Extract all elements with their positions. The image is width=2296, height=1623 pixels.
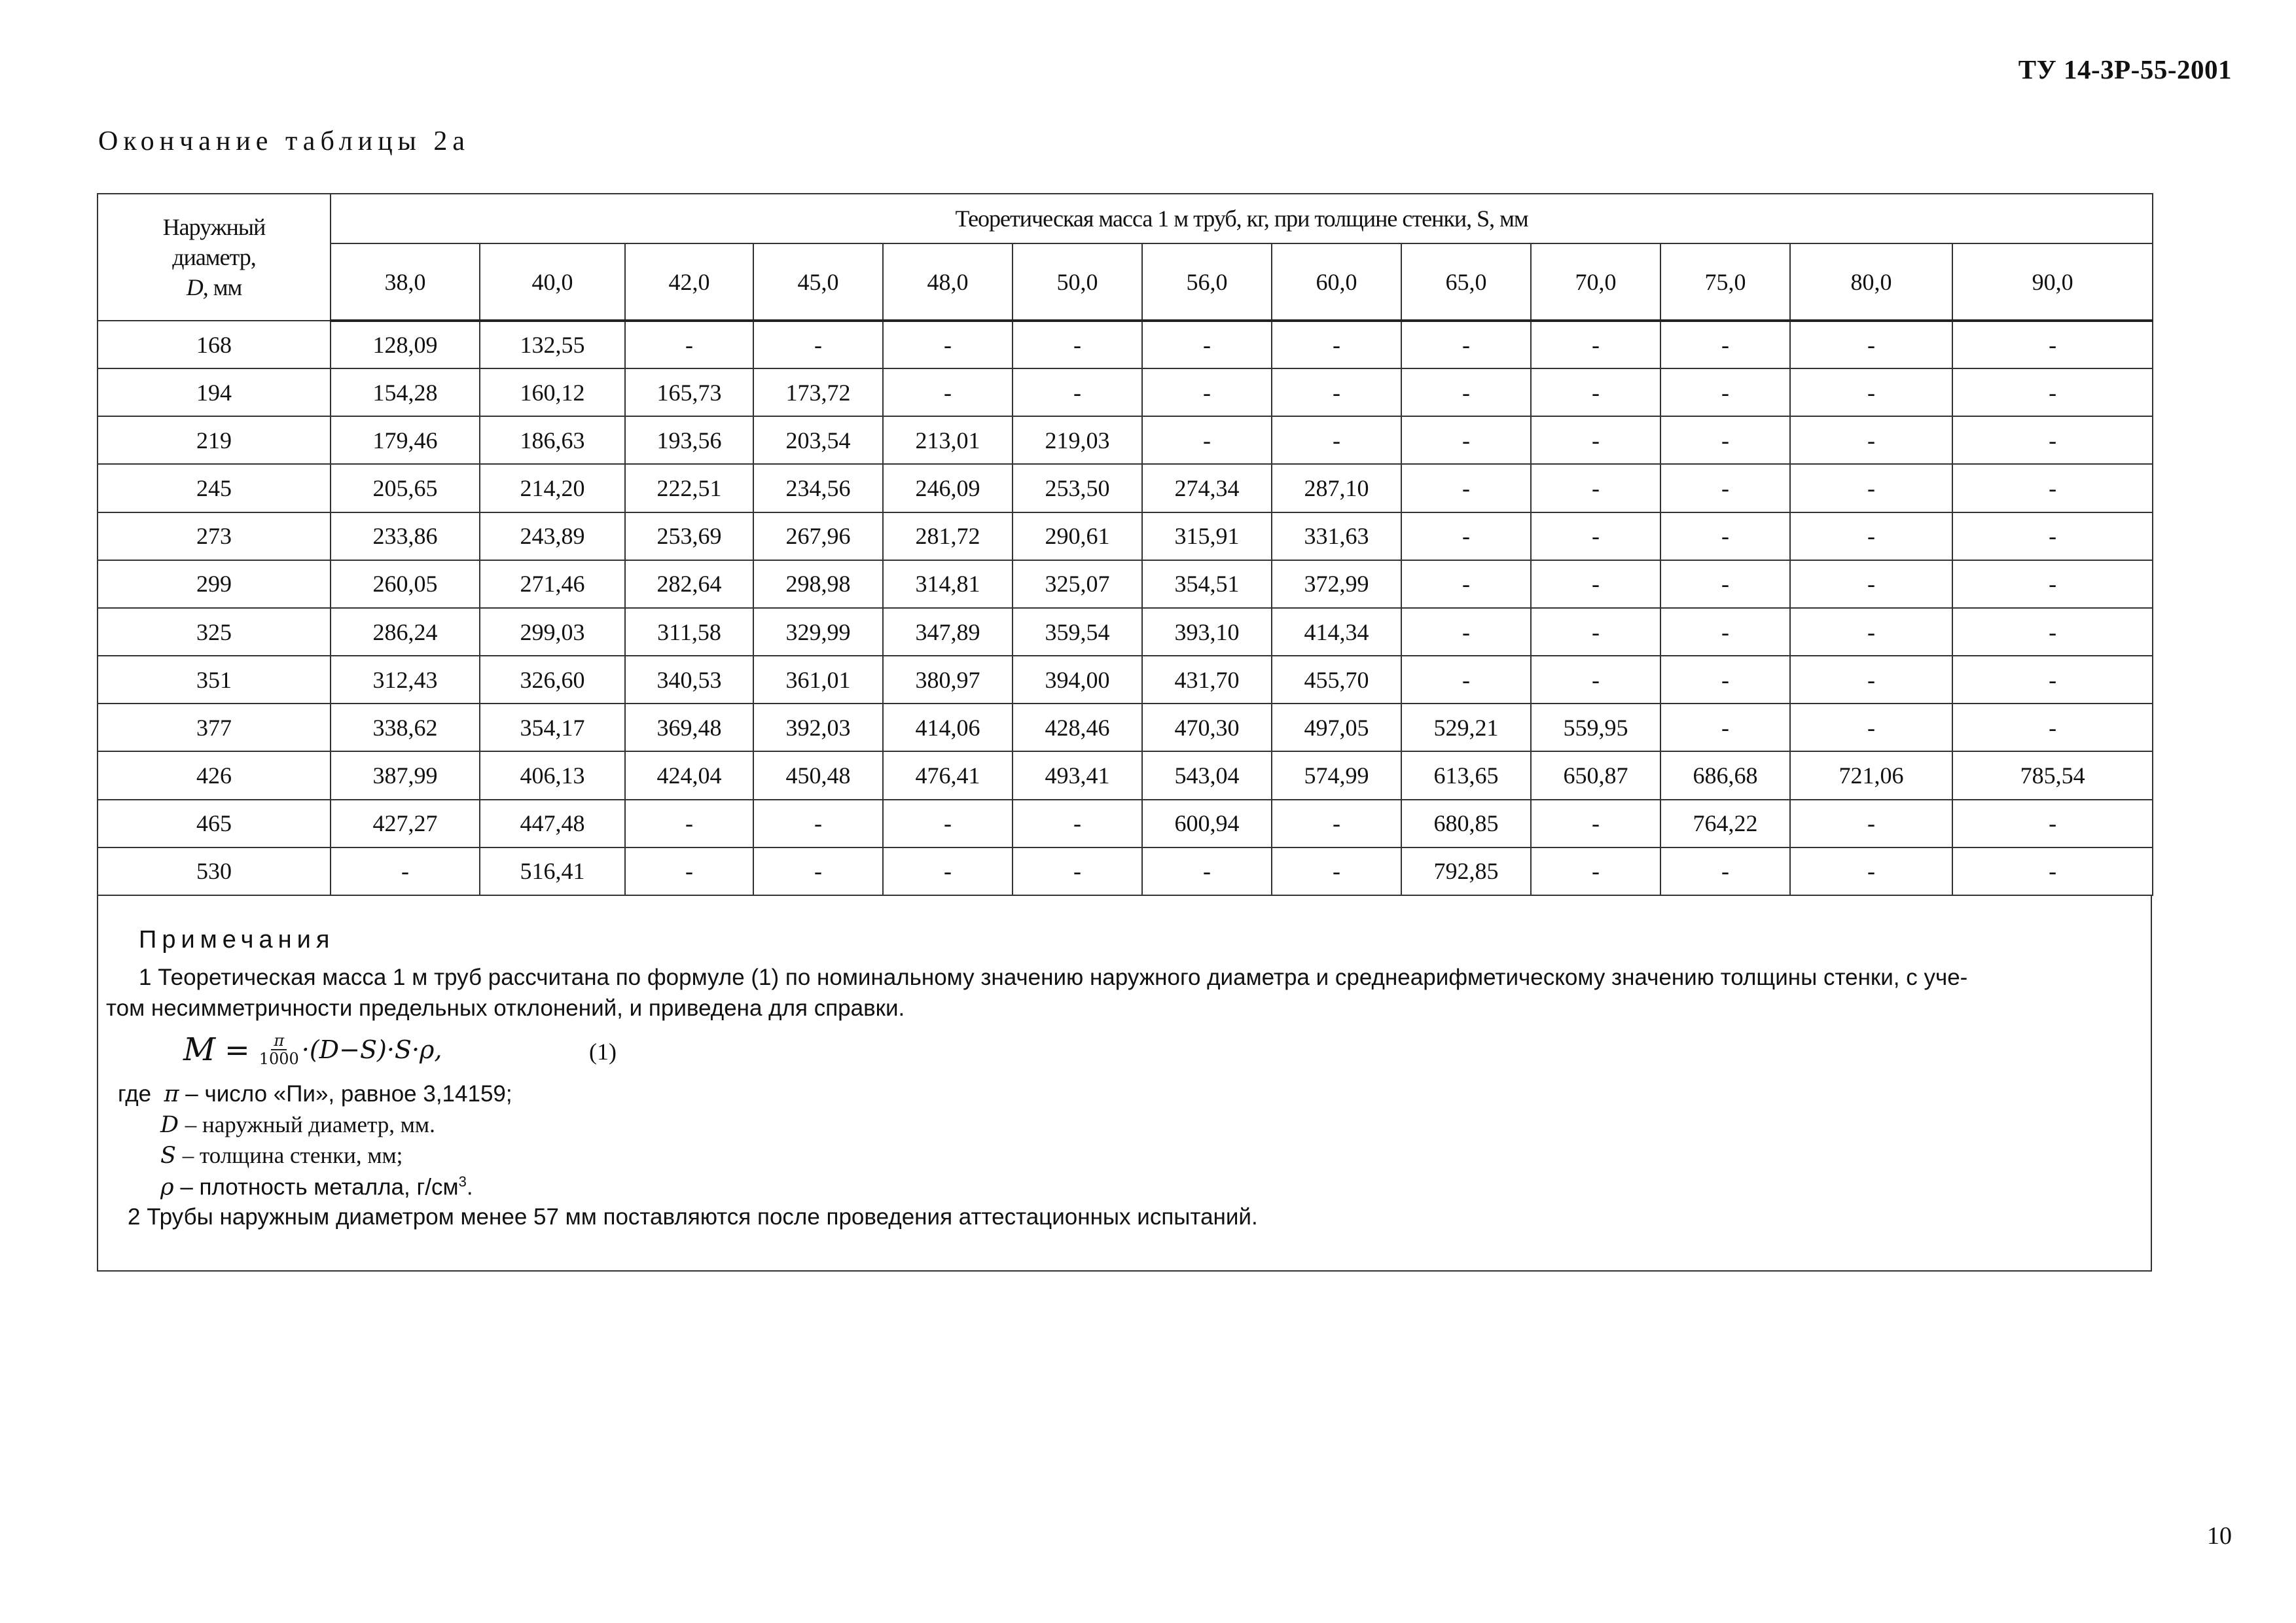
diameter-cell: 351 xyxy=(98,656,331,704)
mass-cell: 764,22 xyxy=(1660,800,1790,847)
mass-cell: 326,60 xyxy=(480,656,625,704)
thickness-column-header: 80,0 xyxy=(1790,243,1952,321)
mass-cell: 393,10 xyxy=(1142,608,1272,656)
notes-title: Примечания xyxy=(139,926,335,954)
note1-line2: том несимметричности предельных отклонений, и приведена для справки. xyxy=(106,995,905,1021)
pi-description: – число «Пи», равное 3,14159; xyxy=(185,1081,512,1107)
mass-cell: 205,65 xyxy=(331,464,480,512)
formula-rest: ·(D−S)·S·ρ, xyxy=(301,1035,442,1064)
mass-cell: 193,56 xyxy=(625,416,753,464)
mass-cell: - xyxy=(1401,368,1531,416)
thickness-column-header: 45,0 xyxy=(753,243,883,321)
mass-formula xyxy=(183,1029,442,1071)
mass-cell: - xyxy=(1660,512,1790,560)
mass-cell: - xyxy=(1401,416,1531,464)
mass-cell: 424,04 xyxy=(625,751,753,799)
mass-cell: - xyxy=(1272,800,1401,847)
mass-cell: 179,46 xyxy=(331,416,480,464)
mass-cell: - xyxy=(1531,656,1660,704)
where-d-line xyxy=(160,1112,435,1138)
mass-cell: 267,96 xyxy=(753,512,883,560)
table-row xyxy=(98,368,2153,416)
mass-cell: 450,48 xyxy=(753,751,883,799)
mass-cell: - xyxy=(1401,512,1531,560)
diameter-cell: 465 xyxy=(98,800,331,847)
mass-cell: 314,81 xyxy=(883,560,1013,608)
mass-cell: 246,09 xyxy=(883,464,1013,512)
mass-cell: - xyxy=(1013,321,1142,368)
formula-number: (1) xyxy=(589,1039,617,1065)
thickness-column-header: 38,0 xyxy=(331,243,480,321)
mass-cell: - xyxy=(1952,321,2153,368)
mass-cell: - xyxy=(625,847,753,895)
mass-cell: 414,34 xyxy=(1272,608,1401,656)
mass-cell: 354,51 xyxy=(1142,560,1272,608)
mass-cell: - xyxy=(1531,368,1660,416)
where-prefix: где xyxy=(118,1081,152,1107)
mass-cell: 311,58 xyxy=(625,608,753,656)
diameter-header-line1: Наружный xyxy=(162,214,266,240)
mass-cell: 340,53 xyxy=(625,656,753,704)
diameter-cell: 530 xyxy=(98,847,331,895)
mass-cell: 369,48 xyxy=(625,704,753,751)
diameter-cell: 245 xyxy=(98,464,331,512)
mass-cell: 387,99 xyxy=(331,751,480,799)
mass-cell: - xyxy=(1401,560,1531,608)
mass-cell: 543,04 xyxy=(1142,751,1272,799)
mass-cell: 574,99 xyxy=(1272,751,1401,799)
mass-cell: 347,89 xyxy=(883,608,1013,656)
mass-cell: - xyxy=(1272,847,1401,895)
table-row xyxy=(98,560,2153,608)
mass-cell: 128,09 xyxy=(331,321,480,368)
mass-cell: - xyxy=(1660,416,1790,464)
mass-cell: - xyxy=(1952,464,2153,512)
mass-cell: 529,21 xyxy=(1401,704,1531,751)
mass-cell: 299,03 xyxy=(480,608,625,656)
mass-cell: - xyxy=(883,800,1013,847)
mass-cell: 414,06 xyxy=(883,704,1013,751)
mass-cell: - xyxy=(1790,321,1952,368)
mass-cell: - xyxy=(1531,560,1660,608)
formula-equals: = xyxy=(224,1032,250,1067)
mass-cell: - xyxy=(1790,416,1952,464)
document-code: ТУ 14-3Р-55-2001 xyxy=(2018,54,2232,84)
mass-cell: - xyxy=(625,321,753,368)
mass-cell: - xyxy=(883,321,1013,368)
mass-cell: 219,03 xyxy=(1013,416,1142,464)
mass-cell: 213,01 xyxy=(883,416,1013,464)
thickness-column-header: 70,0 xyxy=(1531,243,1660,321)
table-row xyxy=(98,608,2153,656)
mass-cell: 354,17 xyxy=(480,704,625,751)
formula-lhs: M xyxy=(183,1031,216,1068)
thickness-column-header: 42,0 xyxy=(625,243,753,321)
rho-end: . xyxy=(466,1174,473,1200)
rho-description: – плотность металла, г/см xyxy=(180,1174,459,1200)
mass-cell: 173,72 xyxy=(753,368,883,416)
mass-cell: 271,46 xyxy=(480,560,625,608)
mass-cell: - xyxy=(1531,416,1660,464)
mass-cell: 233,86 xyxy=(331,512,480,560)
mass-cell: - xyxy=(1660,608,1790,656)
mass-cell: - xyxy=(1401,464,1531,512)
mass-cell: - xyxy=(1531,800,1660,847)
mass-group-header: Теоретическая масса 1 м труб, кг, при толщине стенки, S, мм xyxy=(331,194,2153,243)
mass-cell: 380,97 xyxy=(883,656,1013,704)
mass-cell: - xyxy=(1013,847,1142,895)
mass-cell: 298,98 xyxy=(753,560,883,608)
fraction-numerator: π xyxy=(271,1032,287,1050)
mass-cell: - xyxy=(1142,416,1272,464)
mass-cell: 392,03 xyxy=(753,704,883,751)
mass-cell: 476,41 xyxy=(883,751,1013,799)
mass-cell: 315,91 xyxy=(1142,512,1272,560)
fraction-denominator: 1000 xyxy=(259,1050,299,1068)
thickness-column-header: 65,0 xyxy=(1401,243,1531,321)
mass-cell: - xyxy=(1790,608,1952,656)
mass-cell: - xyxy=(883,847,1013,895)
diameter-cell: 273 xyxy=(98,512,331,560)
mass-cell: - xyxy=(1660,560,1790,608)
mass-cell: 470,30 xyxy=(1142,704,1272,751)
mass-cell: - xyxy=(1790,368,1952,416)
mass-cell: - xyxy=(1660,656,1790,704)
note2-line: 2 Трубы наружным диаметром менее 57 мм поставляются после проведения аттестационных испытаний. xyxy=(128,1204,1258,1230)
mass-cell: - xyxy=(1013,800,1142,847)
mass-cell: - xyxy=(1142,321,1272,368)
table-caption: Окончание таблицы 2а xyxy=(98,126,471,156)
page-number: 10 xyxy=(2207,1522,2232,1550)
table-row xyxy=(98,656,2153,704)
rho-symbol: ρ xyxy=(160,1174,174,1201)
where-s-line xyxy=(160,1143,403,1169)
mass-cell: - xyxy=(1790,800,1952,847)
mass-cell: 312,43 xyxy=(331,656,480,704)
table-row xyxy=(98,847,2153,895)
mass-cell: - xyxy=(1790,464,1952,512)
table-row xyxy=(98,512,2153,560)
mass-cell: 559,95 xyxy=(1531,704,1660,751)
mass-cell: - xyxy=(1401,656,1531,704)
mass-cell: - xyxy=(1401,321,1531,368)
mass-cell: - xyxy=(1660,464,1790,512)
mass-cell: 361,01 xyxy=(753,656,883,704)
d-description: – наружный диаметр, мм. xyxy=(185,1112,435,1137)
mass-cell: - xyxy=(1952,800,2153,847)
table-row xyxy=(98,751,2153,799)
mass-cell: 290,61 xyxy=(1013,512,1142,560)
mass-cell: 613,65 xyxy=(1401,751,1531,799)
mass-cell: 222,51 xyxy=(625,464,753,512)
mass-cell: 428,46 xyxy=(1013,704,1142,751)
mass-cell: - xyxy=(1531,608,1660,656)
thickness-column-header: 48,0 xyxy=(883,243,1013,321)
notes-box xyxy=(97,896,2152,1272)
diameter-header-line2: диаметр, xyxy=(172,244,256,270)
mass-cell: - xyxy=(1790,656,1952,704)
mass-cell: 132,55 xyxy=(480,321,625,368)
mass-cell: - xyxy=(331,847,480,895)
mass-cell: - xyxy=(753,321,883,368)
mass-cell: - xyxy=(1952,704,2153,751)
diameter-cell: 325 xyxy=(98,608,331,656)
diameter-column-header xyxy=(98,194,331,321)
mass-cell: - xyxy=(1790,512,1952,560)
diameter-header-line3 xyxy=(98,272,330,302)
mass-cell: - xyxy=(1952,656,2153,704)
s-symbol: S xyxy=(160,1143,176,1169)
formula-fraction xyxy=(259,1032,299,1067)
mass-cell: 455,70 xyxy=(1272,656,1401,704)
mass-cell: 154,28 xyxy=(331,368,480,416)
mass-cell: - xyxy=(753,847,883,895)
thickness-column-header: 75,0 xyxy=(1660,243,1790,321)
mass-cell: - xyxy=(883,368,1013,416)
mass-cell: - xyxy=(1952,512,2153,560)
mass-cell: 338,62 xyxy=(331,704,480,751)
mass-cell: 394,00 xyxy=(1013,656,1142,704)
mass-cell: 721,06 xyxy=(1790,751,1952,799)
mass-cell: 160,12 xyxy=(480,368,625,416)
diameter-cell: 194 xyxy=(98,368,331,416)
thickness-column-header: 56,0 xyxy=(1142,243,1272,321)
diameter-cell: 299 xyxy=(98,560,331,608)
mass-cell: - xyxy=(1790,847,1952,895)
mass-cell: 372,99 xyxy=(1272,560,1401,608)
mass-cell: - xyxy=(1531,847,1660,895)
mass-cell: 331,63 xyxy=(1272,512,1401,560)
mass-cell: 325,07 xyxy=(1013,560,1142,608)
mass-cell: 253,50 xyxy=(1013,464,1142,512)
thickness-header-row xyxy=(98,243,2153,321)
diameter-cell: 426 xyxy=(98,751,331,799)
mass-cell: 186,63 xyxy=(480,416,625,464)
table-row xyxy=(98,464,2153,512)
thickness-column-header: 90,0 xyxy=(1952,243,2153,321)
diameter-cell: 219 xyxy=(98,416,331,464)
mass-cell: - xyxy=(1531,464,1660,512)
thickness-column-header: 40,0 xyxy=(480,243,625,321)
where-pi-line xyxy=(118,1081,512,1107)
mass-cell: - xyxy=(1660,321,1790,368)
mass-cell: - xyxy=(1952,368,2153,416)
where-rho-line xyxy=(160,1173,473,1201)
mass-cell: 214,20 xyxy=(480,464,625,512)
mass-cell: - xyxy=(1142,847,1272,895)
mass-cell: - xyxy=(1660,847,1790,895)
mass-cell: - xyxy=(1401,608,1531,656)
table-row xyxy=(98,321,2153,368)
note1-line1: 1 Теоретическая масса 1 м труб рассчитана по формуле (1) по номинальному значению наружного диаметра и среднеарифметическому значению толщины стенки, с уче- xyxy=(139,965,1968,990)
mass-cell: 493,41 xyxy=(1013,751,1142,799)
mass-cell: 286,24 xyxy=(331,608,480,656)
mass-cell: - xyxy=(1952,560,2153,608)
thickness-column-header: 60,0 xyxy=(1272,243,1401,321)
table-row xyxy=(98,800,2153,847)
mass-cell: 792,85 xyxy=(1401,847,1531,895)
table-body xyxy=(98,321,2153,895)
d-symbol: D xyxy=(160,1112,179,1138)
diameter-unit: мм xyxy=(213,274,242,300)
mass-cell: 516,41 xyxy=(480,847,625,895)
mass-cell: 282,64 xyxy=(625,560,753,608)
pi-symbol: π xyxy=(164,1081,179,1107)
mass-cell: 359,54 xyxy=(1013,608,1142,656)
diameter-cell: 377 xyxy=(98,704,331,751)
mass-cell: - xyxy=(625,800,753,847)
mass-cell: 243,89 xyxy=(480,512,625,560)
table-row xyxy=(98,704,2153,751)
mass-cell: 253,69 xyxy=(625,512,753,560)
mass-cell: - xyxy=(753,800,883,847)
mass-cell: 447,48 xyxy=(480,800,625,847)
mass-cell: - xyxy=(1142,368,1272,416)
mass-cell: - xyxy=(1952,416,2153,464)
mass-cell: - xyxy=(1272,368,1401,416)
mass-cell: 274,34 xyxy=(1142,464,1272,512)
mass-cell: 287,10 xyxy=(1272,464,1401,512)
mass-cell: 281,72 xyxy=(883,512,1013,560)
mass-cell: - xyxy=(1952,847,2153,895)
mass-cell: - xyxy=(1790,560,1952,608)
mass-cell: 260,05 xyxy=(331,560,480,608)
mass-cell: 406,13 xyxy=(480,751,625,799)
rho-unit-superscript: 3 xyxy=(458,1173,467,1190)
mass-cell: 234,56 xyxy=(753,464,883,512)
mass-cell: - xyxy=(1952,608,2153,656)
mass-cell: 785,54 xyxy=(1952,751,2153,799)
mass-cell: 650,87 xyxy=(1531,751,1660,799)
mass-cell: - xyxy=(1660,368,1790,416)
mass-cell: - xyxy=(1013,368,1142,416)
mass-cell: - xyxy=(1272,416,1401,464)
mass-cell: 431,70 xyxy=(1142,656,1272,704)
mass-cell: 427,27 xyxy=(331,800,480,847)
mass-cell: - xyxy=(1531,512,1660,560)
mass-cell: 680,85 xyxy=(1401,800,1531,847)
mass-cell: 329,99 xyxy=(753,608,883,656)
mass-cell: 686,68 xyxy=(1660,751,1790,799)
mass-table xyxy=(97,193,2153,896)
mass-cell: 600,94 xyxy=(1142,800,1272,847)
diameter-symbol: D, xyxy=(186,274,208,300)
mass-cell: - xyxy=(1790,704,1952,751)
mass-cell: - xyxy=(1660,704,1790,751)
diameter-cell: 168 xyxy=(98,321,331,368)
s-description: – толщина стенки, мм; xyxy=(182,1143,403,1168)
mass-cell: 165,73 xyxy=(625,368,753,416)
mass-cell: - xyxy=(1531,321,1660,368)
table-row xyxy=(98,416,2153,464)
mass-cell: 203,54 xyxy=(753,416,883,464)
mass-cell: 497,05 xyxy=(1272,704,1401,751)
mass-cell: - xyxy=(1272,321,1401,368)
thickness-column-header: 50,0 xyxy=(1013,243,1142,321)
